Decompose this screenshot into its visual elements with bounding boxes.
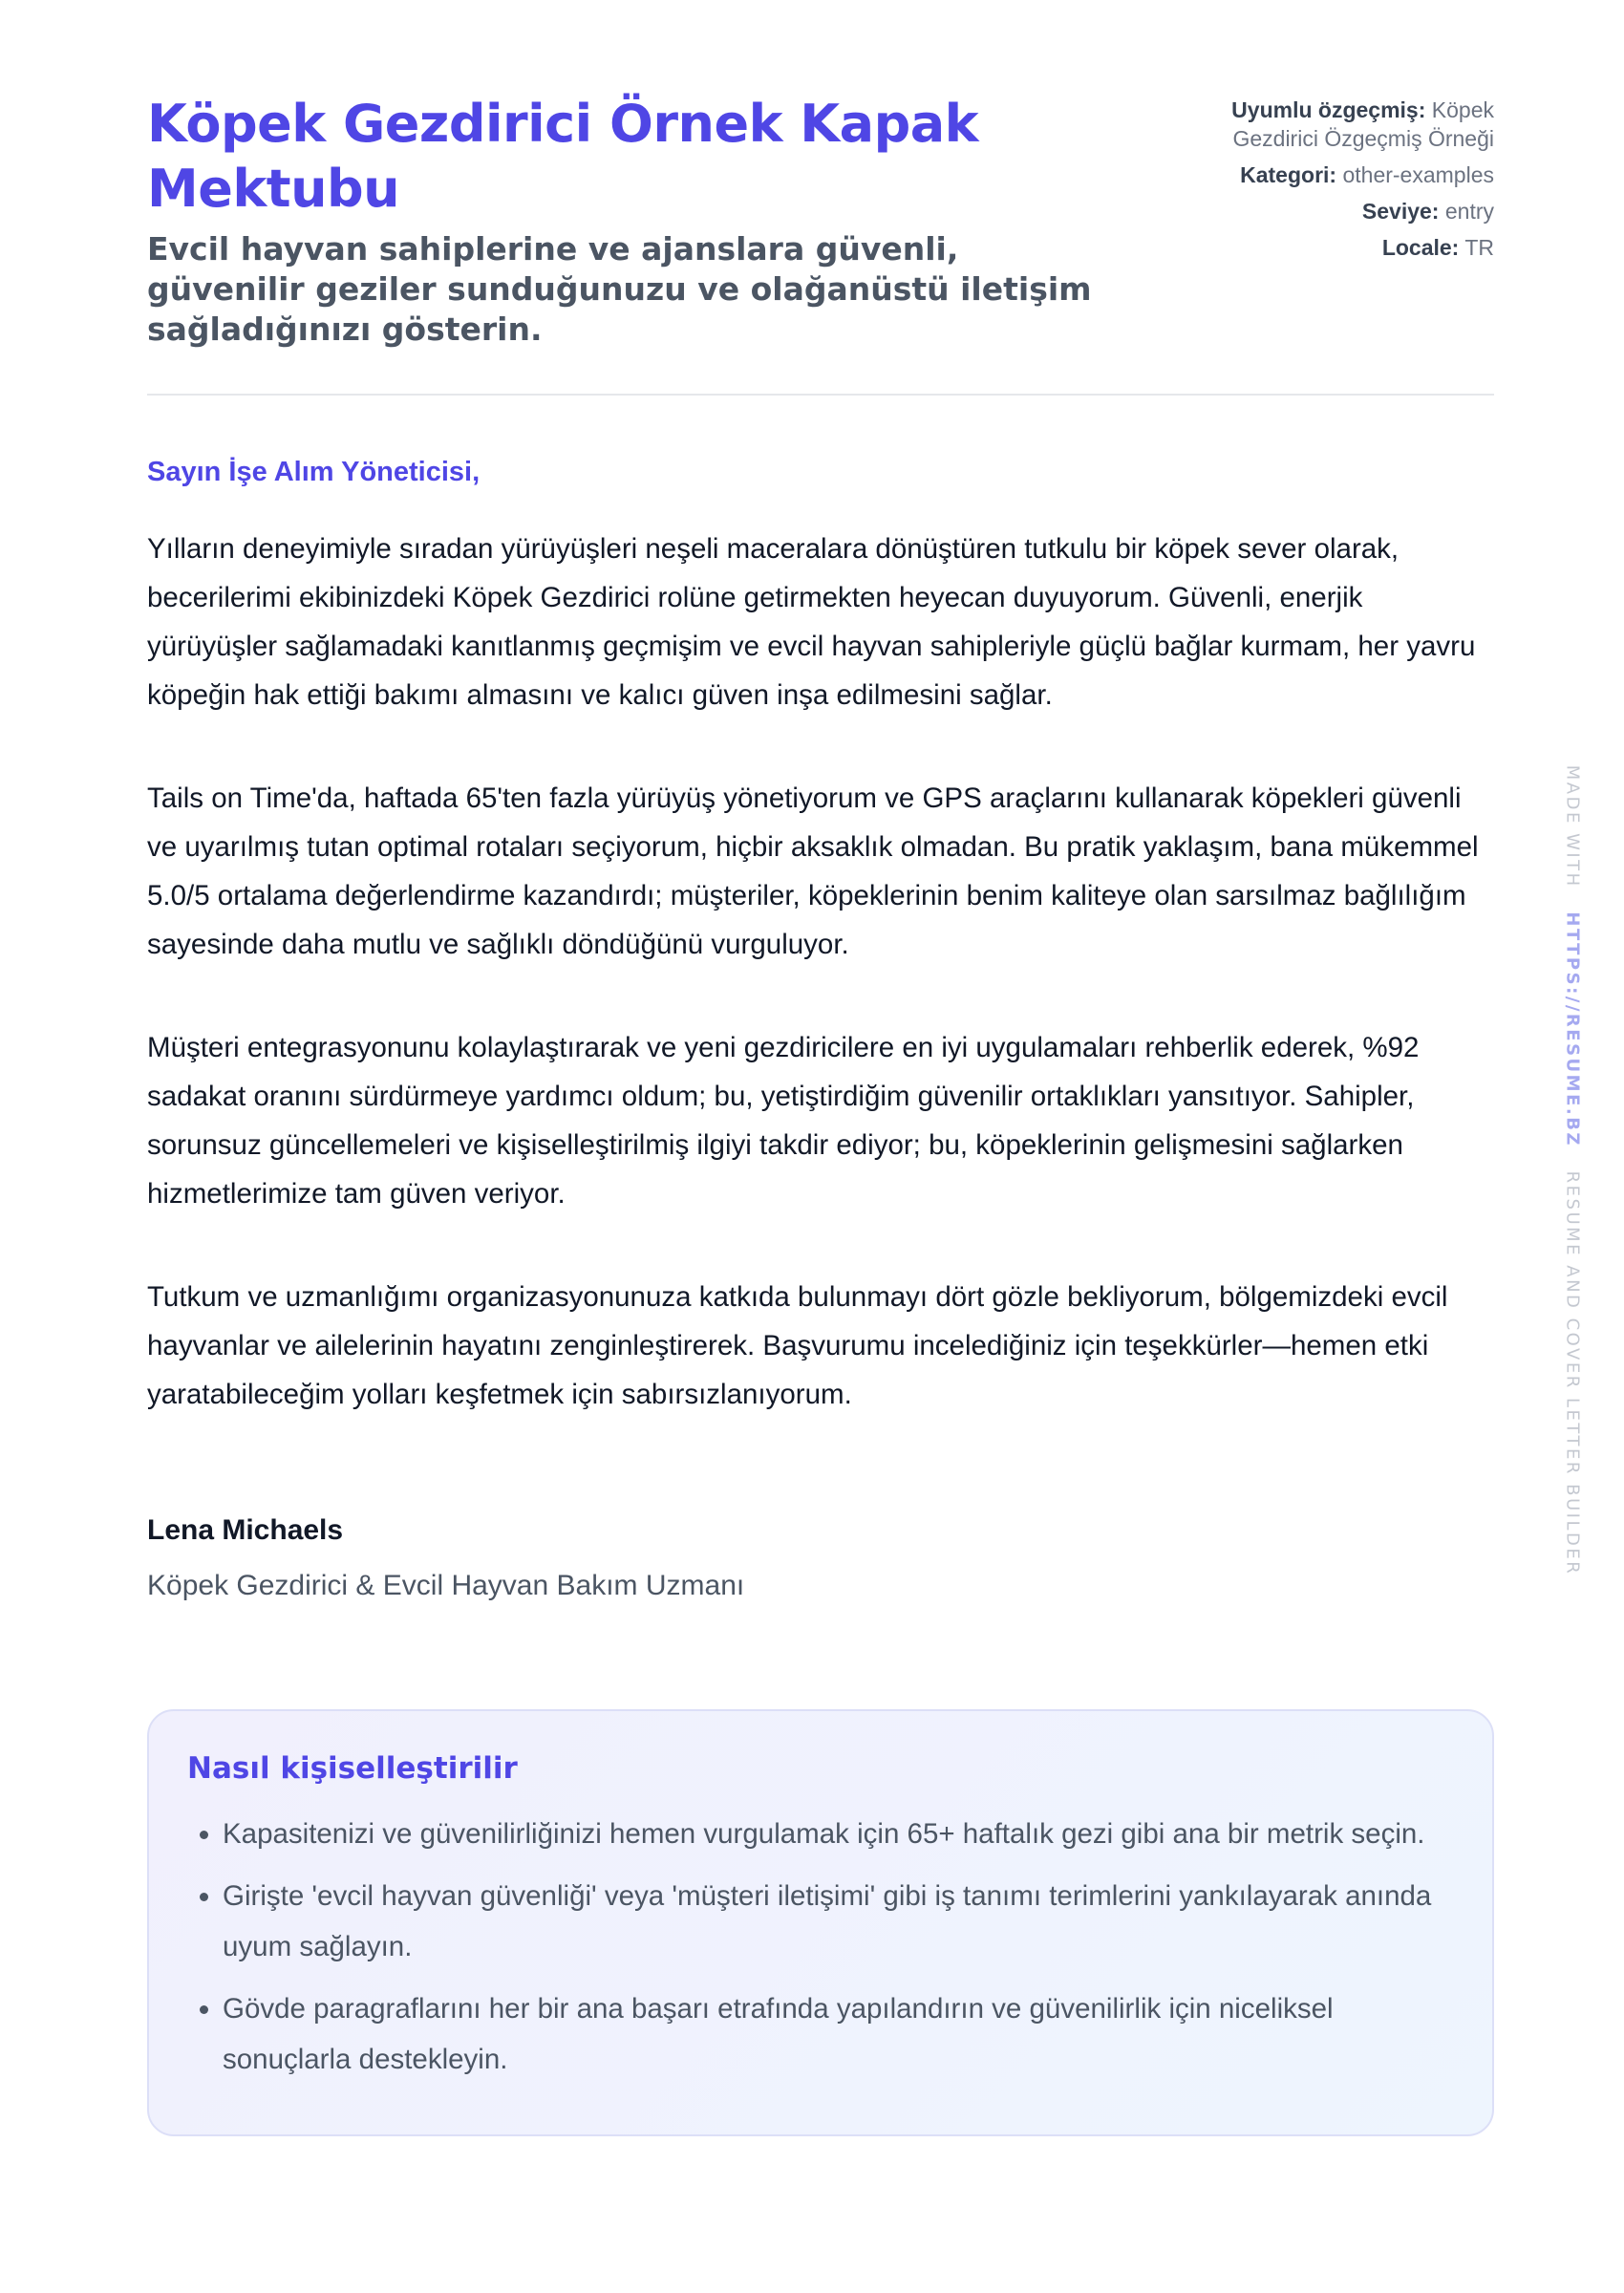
meta-locale-key: Locale: [1381,235,1460,260]
watermark-suffix: RESUME AND COVER LETTER BUILDER [1562,1170,1583,1576]
letter-paragraph: Yılların deneyimiyle sıradan yürüyüşleri neşeli maceralara dönüştüren tutkulu bir köpek sever olarak, becerilerimi ekibinizdeki Köpek Gezdirici rolüne getirmekten heyecan duyuyorum. Güvenli, enerjik yürüyüşler sağlamadaki kanıtlanmış geçmişim ve evcil hayvan sahipleriyle güçlü bağlar kurmam, her yavru köpeğin hak ettiği bakımı almasını ve kalıcı güven inşa edilmesini sağlar. [147,533,1476,711]
tips-item: • Gövde paragraflarını her bir ana başarı etrafında yapılandırın ve güvenilirlik için niceliksel sonuçlarla destekleyin. [223,1983,1454,2085]
title-block [147,92,1112,350]
signature-name: Lena Michaels [147,1514,344,1546]
tips-item: • Kapasitenizi ve güvenilirliğinizi hemen vurgulamak için 65+ haftalık gezi gibi ana bir metrik seçin. [223,1809,1454,1859]
tips-item: • Girişte 'evcil hayvan güvenliği' veya 'müşteri iletişimi' gibi iş tanımı terimlerini yankılayarak anında uyum sağlayın. [223,1871,1454,1972]
letter-body [147,525,1494,1419]
meta-locale-value: TR [1464,235,1494,260]
meta-level-value: entry [1444,199,1494,224]
page-title: Köpek Gezdirici Örnek Kapak Mektubu [147,94,979,219]
tips-list [187,1809,1454,2085]
letter-paragraph: Müşteri entegrasyonunu kolaylaştırarak ve yeni gezdiricilere en iyi uygulamaları rehberlik ederek, %92 sadakat oranını sürdürmeye yardımcı oldum; bu, yetiştirdiğim güvenilir ortaklıkları yansıtıyor. Sahipler, sorunsuz güncellemeleri ve kişiselleştirilmiş ilgiyi takdir ediyor; bu, köpeklerinin gelişmesini sağlarken hizmetlerimize tam güven veriyor. [147,1032,1420,1210]
signature-title: Köpek Gezdirici & Evcil Hayvan Bakım Uzmanı [147,1570,745,1601]
letter-paragraph: Tails on Time'da, haftada 65'ten fazla yürüyüş yönetiyorum ve GPS araçlarını kullanarak köpekleri güvenli ve uyarılmış tutan optimal rotaları seçiyorum, hiçbir aksaklık olmadan. Bu pratik yaklaşım, bana mükemmel 5.0/5 ortalama değerlendirme kazandırdı; müşteriler, köpeklerinin benim kaliteye olan sarsılmaz bağlılığım sayesinde daha mutlu ve sağlıklı döndüğünü vurguluyor. [147,782,1479,960]
tips-title: Nasıl kişiselleştirilir [187,1751,518,1786]
watermark [1563,765,1583,1575]
signature-block [147,1514,1494,1602]
header-divider [147,394,1494,396]
watermark-prefix: MADE WITH [1562,764,1583,889]
meta-resume-value: Köpek Gezdirici Özgeçmiş Örneği [1232,97,1494,151]
meta-resume [1179,96,1494,153]
cover-letter-page [147,92,1494,2136]
meta-locale [1179,233,1494,262]
meta-category-value: other-examples [1342,162,1494,187]
meta-level [1179,197,1494,225]
meta-category [1179,161,1494,189]
meta-category-key: Kategori: [1240,162,1337,187]
letter-paragraph: Tutkum ve uzmanlığımı organizasyonunuza katkıda bulunmayı dört gözle bekliyorum, bölgemizdeki evcil hayvanlar ve ailelerinin hayatını zenginleştirerek. Başvurumu incelediğiniz için teşekkürler—hemen etki yaratabileceğim yolları keşfetmek için sabırsızlanıyorum. [147,1281,1448,1410]
meta-panel [1179,92,1494,269]
watermark-link[interactable]: HTTPS://RESUME.BZ [1562,911,1583,1147]
page-subtitle: Evcil hayvan sahiplerine ve ajanslara güvenli, güvenilir geziler sunduğunuzu ve olağanüstü iletişim sağladığınızı gösterin. [147,230,1092,348]
meta-resume-key: Uyumlu özgeçmiş: [1231,97,1426,122]
tips-box [147,1709,1494,2136]
salutation: Sayın İşe Alım Yöneticisi, [147,457,481,487]
header [147,92,1494,350]
meta-level-key: Seviye: [1361,199,1440,224]
